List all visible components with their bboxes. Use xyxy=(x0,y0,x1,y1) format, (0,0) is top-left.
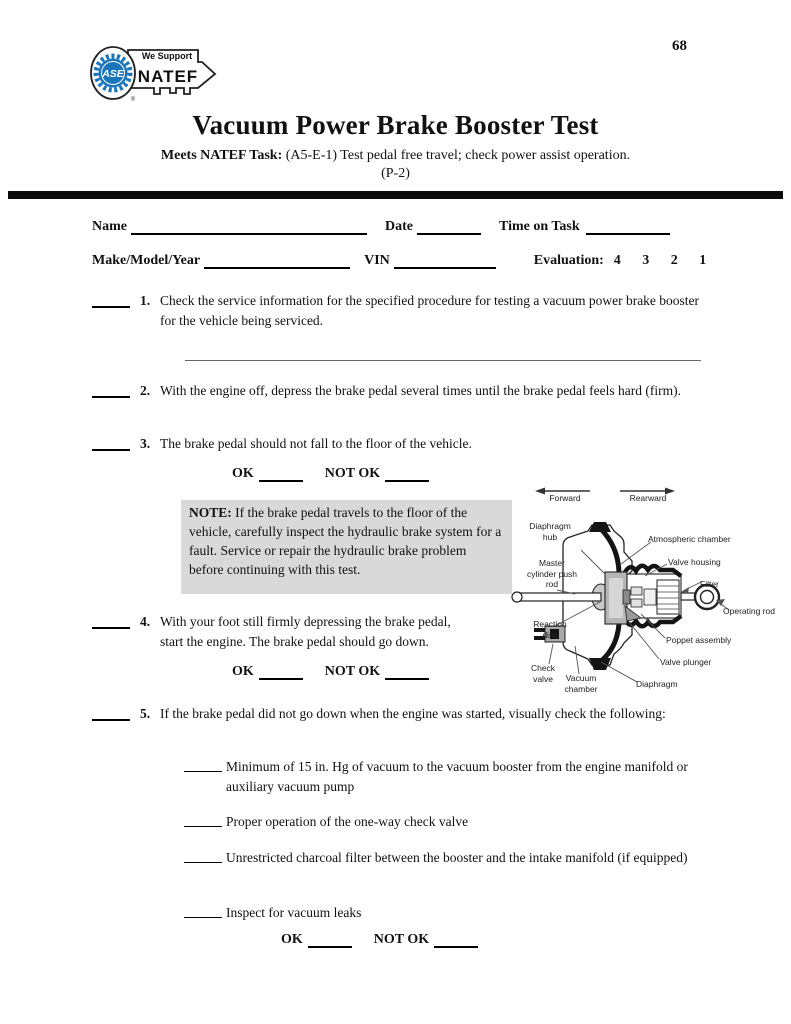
evaluation-label: Evaluation: xyxy=(533,253,604,268)
note-label: NOTE: xyxy=(189,505,232,520)
not-ok-line xyxy=(385,665,429,680)
step-1-text: Check the service information for the specified procedure for testing a vacuum power brake booster for the vehicle being serviced. xyxy=(160,293,700,328)
step-3 xyxy=(92,434,705,454)
checklist-line xyxy=(184,757,222,772)
step-2-check-line xyxy=(92,381,130,398)
checklist-text: Proper operation of the one-way check valve xyxy=(226,814,469,829)
name-label: Name xyxy=(92,219,127,234)
evaluation-scale: 4 3 2 1 xyxy=(613,253,707,268)
step-1 xyxy=(92,291,705,331)
header-rule xyxy=(8,191,783,199)
checklist-line xyxy=(184,848,222,863)
ok-row-step4 xyxy=(232,664,429,680)
step-3-text: The brake pedal should not fall to the floor of the vehicle. xyxy=(160,436,472,451)
step-2 xyxy=(92,381,705,401)
not-ok-line xyxy=(434,933,478,948)
step-4-number: 4. xyxy=(140,614,151,629)
not-ok-label: NOT OK xyxy=(324,466,381,481)
diagram-label-poppet-assembly: Poppet assembly xyxy=(666,635,732,645)
step-4 xyxy=(92,612,465,652)
diagram-label-master-cylinder-push-rod: Master cylinder push rod xyxy=(526,558,578,589)
step-3-check-line xyxy=(92,434,130,451)
registered-mark: ® xyxy=(130,97,136,103)
checklist-line xyxy=(184,903,222,918)
not-ok-label: NOT OK xyxy=(373,932,430,947)
priority-code: (P-2) xyxy=(381,166,410,181)
task-label: Meets NATEF Task: xyxy=(160,148,283,163)
not-ok-label: NOT OK xyxy=(324,664,381,679)
we-support-text: We Support xyxy=(141,51,193,61)
ok-label: OK xyxy=(232,664,254,679)
step-2-text: With the engine off, depress the brake pedal several times until the brake pedal feels hard (firm). xyxy=(160,383,682,398)
diagram-label-diaphragm: Diaphragm xyxy=(636,679,678,689)
vin-field-line xyxy=(394,254,496,269)
diagram-label-check-valve: Check valve xyxy=(530,663,556,684)
step-2-number: 2. xyxy=(140,383,151,398)
time-on-task-label: Time on Task xyxy=(499,219,580,234)
diagram-label-forward: Forward xyxy=(549,493,581,503)
name-field-line xyxy=(131,220,367,235)
checklist-text: Minimum of 15 in. Hg of vacuum to the vacuum booster from the engine manifold or auxiliary vacuum pump xyxy=(226,759,688,794)
diagram-label-valve-housing: Valve housing xyxy=(668,557,721,567)
step-5-text: If the brake pedal did not go down when the engine was started, visually check the following: xyxy=(160,706,666,721)
step-4-text: With your foot still firmly depressing the brake pedal, start the engine. The brake pedal should go down. xyxy=(160,614,451,649)
ok-label: OK xyxy=(281,932,303,947)
step-1-check-line xyxy=(92,291,130,308)
ase-text: ASE xyxy=(102,68,124,80)
natef-text: NATEF xyxy=(137,67,199,86)
note-box xyxy=(181,500,512,594)
checklist-text: Unrestricted charcoal filter between the booster and the intake manifold (if equipped) xyxy=(226,850,688,865)
valve-plunger-part-2 xyxy=(631,599,642,607)
date-label: Date xyxy=(385,219,413,234)
valve-plunger-part xyxy=(631,587,642,595)
diagram-label-rearward: Rearward xyxy=(629,493,667,503)
ok-line xyxy=(259,467,303,482)
ok-row-step3 xyxy=(232,466,429,482)
info-row-name-date xyxy=(92,219,670,235)
step-5-number: 5. xyxy=(140,706,151,721)
step-1-number: 1. xyxy=(140,293,151,308)
ok-line xyxy=(308,933,352,948)
note-text: If the brake pedal travels to the floor of the vehicle, carefully inspect the hydraulic brake system for a fault. Service or repair the hydraulic brake problem before continuing with this test. xyxy=(189,505,502,577)
diagram-label-reaction-disc: Reaction disc xyxy=(533,619,567,640)
natef-ase-logo xyxy=(88,42,224,104)
diagram-label-atmospheric-chamber: Atmospheric chamber xyxy=(648,534,731,544)
diagram-label-diaphragm-hub: Diaphragm hub xyxy=(529,521,571,542)
reaction-disc-part xyxy=(623,590,630,604)
diagram-label-operating-rod: Operating rod xyxy=(723,606,775,616)
document-title: Vacuum Power Brake Booster Test xyxy=(192,110,599,140)
checklist-item-vacuum-leaks xyxy=(184,903,698,923)
poppet-assembly-part xyxy=(644,589,656,605)
task-subtitle xyxy=(0,148,791,164)
filter-element xyxy=(657,580,679,614)
step-1-answer-line xyxy=(185,340,701,361)
make-field-line xyxy=(204,254,350,269)
diagram-label-vacuum-chamber: Vacuum chamber xyxy=(564,673,598,694)
diagram-label-valve-plunger: Valve plunger xyxy=(660,657,712,667)
step-5-check-line xyxy=(92,704,130,721)
make-model-year-label: Make/Model/Year xyxy=(92,253,201,268)
ok-row-step5 xyxy=(281,932,478,948)
ok-line xyxy=(259,665,303,680)
step-3-number: 3. xyxy=(140,436,151,451)
info-row-vehicle xyxy=(92,253,706,269)
not-ok-line xyxy=(385,467,429,482)
diagram-label-filter: Filter xyxy=(700,579,719,589)
vin-label: VIN xyxy=(364,253,390,268)
task-text: (A5-E-1) Test pedal free travel; check power assist operation. xyxy=(282,148,631,163)
step-4-check-line xyxy=(92,612,130,629)
page-number: 68 xyxy=(672,38,687,54)
step-5 xyxy=(92,704,705,724)
checklist-line xyxy=(184,812,222,827)
time-field-line xyxy=(586,220,670,235)
date-field-line xyxy=(417,220,481,235)
checklist-text: Inspect for vacuum leaks xyxy=(226,905,362,920)
checklist-item-charcoal-filter xyxy=(184,848,698,868)
checklist-item-vacuum-supply xyxy=(184,757,698,797)
checklist-item-check-valve xyxy=(184,812,698,832)
ok-label: OK xyxy=(232,466,254,481)
